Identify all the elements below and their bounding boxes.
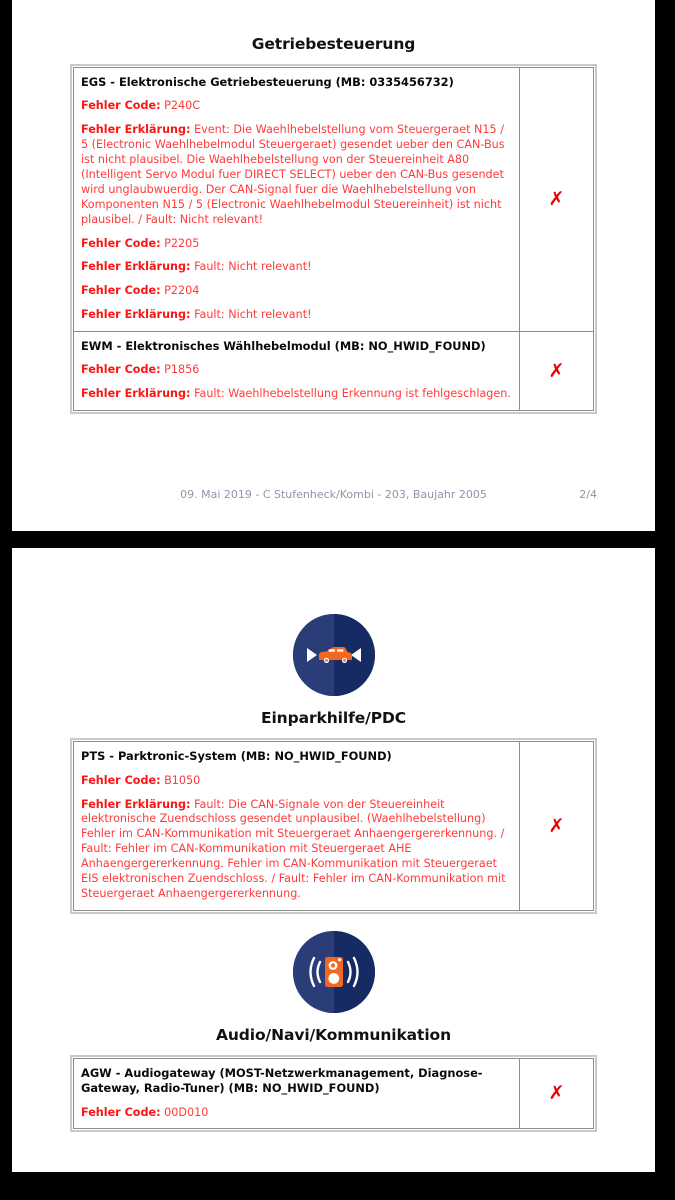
status-fail-icon: ✗ (548, 359, 565, 382)
fault-code-value: P1856 (164, 363, 200, 377)
ecu-name: AGW - Audiogateway (MOST-Netzwerkmanagement, Diagnose-Gateway, Radio-Tuner) (MB: NO_HWID_FOUND) (81, 1065, 483, 1096)
fault-explanation-line (81, 387, 512, 402)
fault-code-line (81, 99, 512, 114)
fault-code-label: Fehler Code: (81, 99, 161, 113)
page-separator (0, 531, 675, 548)
section-title-audio-navi-kommunikation: Audio/Navi/Kommunikation (215, 1025, 452, 1044)
ecu-status-cell (520, 68, 593, 331)
status-fail-icon: ✗ (548, 814, 565, 837)
fault-explanation-line (81, 798, 512, 902)
section-icon-transmission-clipped (12, 0, 655, 22)
table-row (73, 1058, 594, 1130)
ecu-name: PTS - Parktronic-System (MB: NO_HWID_FOUND) (81, 749, 392, 764)
fault-code-value: B1050 (164, 773, 201, 787)
fault-code-value: P2205 (164, 236, 200, 250)
fault-explanation-label: Fehler Erklärung: (81, 308, 191, 322)
speaker-sound-icon (293, 931, 375, 1013)
status-fail-icon: ✗ (548, 188, 565, 211)
fault-explanation-line (81, 123, 512, 227)
ecu-details-cell (74, 68, 520, 331)
ecu-fault-table-audio-navi (70, 1055, 597, 1133)
fault-explanation-line (81, 308, 512, 323)
ecu-details-cell (74, 1059, 520, 1129)
fault-explanation-label: Fehler Erklärung: (81, 387, 191, 401)
table-row (73, 332, 594, 411)
status-fail-icon: ✗ (548, 1082, 565, 1105)
table-row (73, 67, 594, 332)
fault-code-label: Fehler Code: (81, 363, 161, 377)
fault-code-value: P240C (164, 99, 201, 113)
ecu-fault-table-getriebesteuerung (70, 64, 597, 414)
fault-code-line (81, 363, 512, 378)
ecu-details-cell (74, 742, 520, 910)
document-page-2 (12, 0, 655, 531)
section-icon-audio-navi (12, 931, 655, 1013)
section-title-getriebesteuerung: Getriebesteuerung (251, 35, 416, 53)
document-page-3 (12, 548, 655, 1172)
section-title-einparkhilfe-pdc: Einparkhilfe/PDC (260, 709, 407, 728)
ecu-name: EWM - Elektronisches Wählhebelmodul (MB: NO_HWID_FOUND) (81, 339, 486, 354)
parking-sensor-car-icon (293, 614, 375, 696)
footer-document-meta: 09. Mai 2019 - C Stufenheck/Kombi - 203, Baujahr 2005 (180, 488, 487, 502)
ecu-fault-table-einparkhilfe (70, 738, 597, 914)
fault-code-line (81, 237, 512, 252)
fault-explanation-value: Fault: Die CAN-Signale von der Steuereinheit elektronische Zuendschloss gesendet unplausibel. (Waehlhebelstellung) Fehler im CAN-Kommunikation mit Steuergeraet Anhaengergererkennung. / Fault: Fehler im CAN-Kommunikation mit Steuergeraet AHE Anhaengergererkennung. Fehler im CAN-Kommunikation mit Steuergeraet EIS elektronischen Zuendschloss. / Fault: Fehler im CAN-Kommunikation mit Steuergeraet Anhaengergererkennung. (81, 797, 506, 900)
fault-code-label: Fehler Code: (81, 284, 161, 298)
fault-code-line (81, 1106, 512, 1121)
fault-code-label: Fehler Code: (81, 773, 161, 787)
fault-code-label: Fehler Code: (81, 1105, 161, 1119)
fault-explanation-value: Fault: Nicht relevant! (194, 308, 312, 322)
fault-code-label: Fehler Code: (81, 236, 161, 250)
fault-explanation-value: Fault: Waehlhebelstellung Erkennung ist fehlgeschlagen. (194, 387, 511, 401)
ecu-name: EGS - Elektronische Getriebesteuerung (MB: 0335456732) (81, 75, 454, 89)
fault-explanation-label: Fehler Erklärung: (81, 797, 191, 811)
fault-explanation-label: Fehler Erklärung: (81, 123, 191, 137)
fault-code-value: 00D010 (164, 1105, 209, 1119)
table-row (73, 741, 594, 911)
section-icon-einparkhilfe (12, 614, 655, 696)
fault-explanation-line (81, 260, 512, 275)
fault-explanation-label: Fehler Erklärung: (81, 260, 191, 274)
fault-code-value: P2204 (164, 284, 200, 298)
fault-code-line (81, 774, 512, 789)
footer-page-number: 2/4 (579, 488, 597, 502)
ecu-status-cell (520, 332, 593, 410)
fault-explanation-value: Fault: Nicht relevant! (194, 260, 312, 274)
page-footer (12, 488, 655, 501)
ecu-status-cell (520, 742, 593, 910)
ecu-status-cell (520, 1059, 593, 1129)
fault-code-line (81, 284, 512, 299)
fault-explanation-value: Event: Die Waehlhebelstellung vom Steuergeraet N15 / 5 (Electronic Waehlhebelmodul Steuergeraet) gesendet ueber den CAN-Bus ist nicht plausibel. Die Waehlhebelstellung von der Steuereinheit A80 (Intelligent Servo Modul fuer DIRECT SELECT) ueber den CAN-Bus gesendet wird unglaubwuerdig. Der CAN-Signal fuer die Waehlhebelstellung von Komponenten N15 / 5 (Electronic Waehlhebelmodul Steuereinheit) ist nicht plausibel. / Fault: Nicht relevant! (81, 123, 505, 226)
ecu-details-cell (74, 332, 520, 410)
